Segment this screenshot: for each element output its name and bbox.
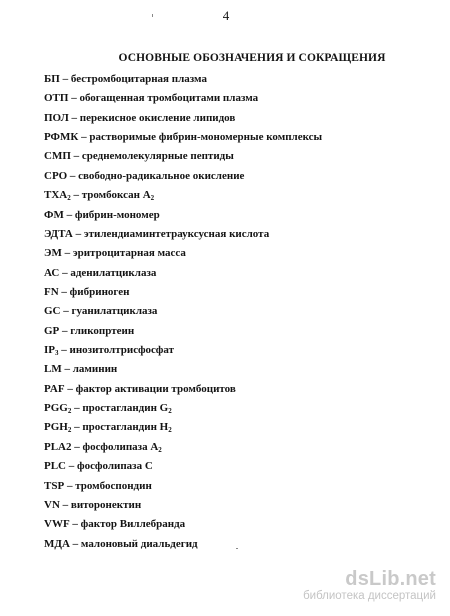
entry-description: эритроцитарная масса (72, 247, 186, 260)
entry-separator: – (59, 324, 71, 337)
abbreviation-entry (44, 496, 322, 515)
entry-description: фактор Виллебранда (80, 518, 186, 531)
entry-description: инозитолтрисфосфат (69, 344, 175, 357)
abbreviation: СМП (44, 150, 71, 163)
abbreviation-entry (44, 225, 322, 244)
entry-separator: – (60, 305, 72, 318)
abbreviation: GC (44, 305, 61, 318)
entry-description: этилендиаминтетрауксусная кислота (83, 227, 270, 240)
entry-separator: – (61, 247, 73, 260)
entry-separator: – (78, 131, 90, 144)
entry-description: бестромбоцитарная плазма (70, 73, 207, 85)
abbreviation-entry (44, 341, 322, 360)
entry-separator: – (69, 537, 81, 550)
entry-separator: – (69, 518, 81, 531)
abbreviation-entry (44, 128, 322, 147)
abbreviation: РФМК (44, 131, 79, 144)
abbreviation: АС (44, 266, 60, 279)
description-subscript: 2 (150, 194, 155, 203)
entry-description: ламинин (72, 363, 118, 376)
abbreviation-subscript: 2 (67, 407, 72, 416)
description-subscript: 2 (158, 445, 162, 454)
entry-description: гуанилатциклаза (71, 305, 158, 318)
entry-description: тромбоспондин (75, 479, 152, 492)
entry-description: простагландин G (82, 402, 169, 415)
entry-separator: – (59, 498, 71, 511)
entry-description: малоновый диальдегид (80, 537, 198, 550)
watermark-logo-dot: . (399, 568, 406, 590)
entry-description: фибриноген (69, 285, 130, 298)
entry-description: тромбоксан А (81, 189, 151, 202)
entry-separator: – (63, 208, 75, 221)
abbreviation: ФМ (44, 208, 64, 221)
abbreviation: ОТП (44, 92, 69, 105)
abbreviation: МДА (44, 537, 70, 550)
abbreviation-subscript: 2 (67, 426, 72, 435)
entry-separator: – (58, 344, 70, 357)
abbreviation: GP (44, 324, 60, 337)
abbreviation-entry (44, 380, 322, 399)
abbreviation-entry (44, 147, 322, 166)
entry-description: гликопртеин (70, 324, 135, 337)
entry-description: виторонектин (70, 498, 142, 511)
abbreviation-entry (44, 283, 322, 302)
abbreviation-subscript: 2 (67, 194, 71, 203)
entry-separator: – (72, 227, 84, 240)
entry-separator: – (59, 73, 71, 85)
entry-separator: – (59, 266, 71, 279)
entry-separator: – (67, 169, 79, 182)
abbreviation: СРО (44, 169, 68, 182)
entry-description: среднемолекулярные пептиды (81, 150, 234, 163)
description-subscript: 2 (168, 407, 172, 416)
abbreviation-entry (44, 89, 322, 108)
abbreviation-entry (44, 186, 322, 205)
watermark-logo-a: dsLib (345, 568, 400, 590)
abbreviation-entry (44, 515, 322, 534)
abbreviation: PAF (44, 382, 65, 395)
abbreviation-entry (44, 167, 322, 186)
entry-separator: – (71, 440, 83, 453)
scan-mark (152, 14, 153, 17)
abbreviation-subscript: 3 (55, 349, 59, 358)
abbreviation: ТХА (44, 189, 68, 202)
entry-separator: – (71, 402, 83, 415)
abbreviation-entry (44, 109, 322, 128)
abbreviation: ЭМ (44, 247, 62, 260)
abbreviation: PGH (44, 421, 68, 434)
entry-description: фибрин-мономер (74, 208, 160, 221)
entry-separator: – (58, 285, 70, 298)
watermark-logo-b: net (405, 568, 436, 590)
abbreviation-entry (44, 360, 322, 379)
abbreviation: БП (44, 73, 60, 85)
abbreviation: PLA2 (44, 440, 72, 453)
abbreviation-list (44, 70, 322, 554)
abbreviation-entry (44, 302, 322, 321)
abbreviation-entry (44, 457, 322, 476)
watermark-tagline: библиотека диссертаций (303, 590, 436, 602)
abbreviation: TSP (44, 479, 65, 492)
abbreviation-entry (44, 70, 322, 89)
abbreviation-entry (44, 535, 322, 554)
entry-separator: – (64, 382, 76, 395)
entry-description: растворимые фибрин-мономерные комплексы (89, 131, 323, 144)
abbreviation-entry (44, 264, 322, 283)
abbreviation: IP (44, 344, 55, 357)
abbreviation: VWF (44, 518, 70, 531)
abbreviation: VN (44, 498, 60, 511)
entry-description: перекисное окисление липидов (79, 111, 236, 124)
abbreviation-entry (44, 399, 322, 418)
entry-separator: – (64, 479, 76, 492)
entry-separator: – (61, 363, 73, 376)
entry-separator: – (70, 150, 82, 163)
entry-description: аденилатциклаза (70, 266, 157, 279)
abbreviation-entry (44, 418, 322, 437)
abbreviation-entry (44, 206, 322, 225)
abbreviation-entry (44, 477, 322, 496)
abbreviation: LM (44, 363, 62, 376)
entry-separator: – (68, 92, 80, 105)
abbreviation-entry (44, 322, 322, 341)
entry-separator: – (71, 421, 83, 434)
abbreviation-entry (44, 244, 322, 263)
entry-description: фосфолипаза С (77, 460, 153, 473)
watermark-logo (345, 568, 436, 591)
abbreviation: ЭДТА (44, 227, 73, 240)
page-number: 4 (222, 8, 230, 23)
entry-separator: – (68, 111, 80, 124)
entry-description: обогащенная тромбоцитами плазма (79, 92, 259, 105)
entry-separator: – (70, 189, 82, 202)
entry-description: фосфолипаза А (82, 440, 159, 453)
entry-description: фактор активации тромбоцитов (75, 382, 236, 395)
abbreviation: PLC (44, 460, 66, 473)
abbreviation: ПОЛ (44, 111, 69, 124)
page-title: ОСНОВНЫЕ ОБОЗНАЧЕНИЯ И СОКРАЩЕНИЯ (118, 52, 386, 64)
abbreviation: FN (44, 285, 59, 298)
description-subscript: 2 (168, 426, 172, 435)
entry-separator: – (66, 460, 77, 473)
entry-description: простагландин H (82, 421, 169, 434)
abbreviation: PGG (44, 402, 68, 415)
entry-description: свободно-радикальное окисление (78, 169, 245, 182)
abbreviation-entry (44, 438, 322, 457)
